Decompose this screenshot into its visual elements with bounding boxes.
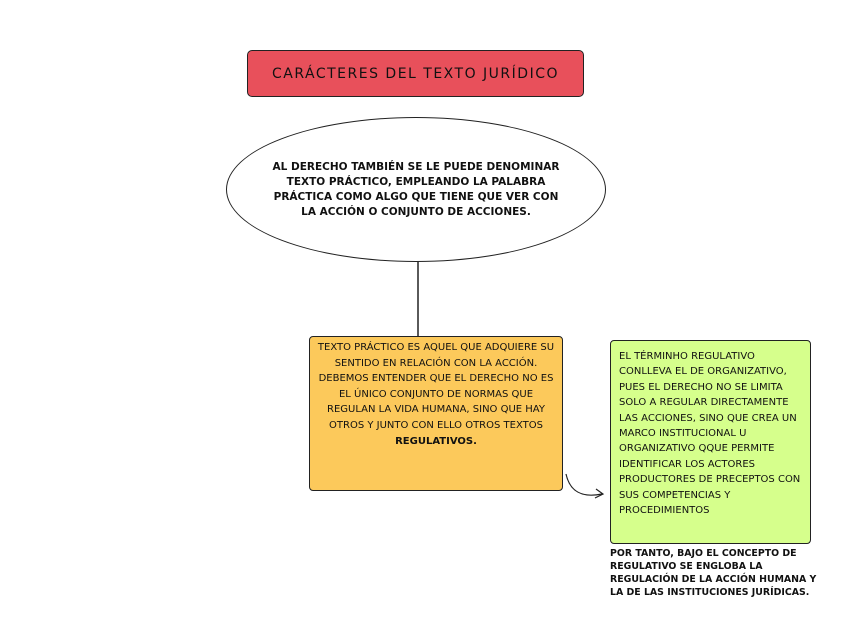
practical-text-line1: TEXTO PRÁCTICO ES AQUEL QUE ADQUIERE SU SENTIDO EN RELACIÓN CON LA ACCIÓN.	[317, 342, 555, 369]
definition-text: AL DERECHO TAMBIÉN SE LE PUEDE DENOMINAR TEXTO PRÁCTICO, EMPLEANDO LA PALABRA PRÁCTICA COMO ALGO QUE TIENE QUE VER CON LA ACCIÓN O CONJUNTO DE ACCIONES.	[272, 160, 560, 218]
practical-text-node	[309, 336, 563, 491]
conclusion-note	[610, 547, 830, 599]
regulative-node	[610, 340, 811, 544]
title-text: CARÁCTERES DEL TEXTO JURÍDICO	[271, 65, 559, 82]
curved-arrow-orange-to-green	[566, 474, 602, 495]
practical-text-line2: DEBEMOS ENTENDER QUE EL DERECHO NO ES EL ÚNICO CONJUNTO DE NORMAS QUE REGULAN LA VIDA HUMANA, SINO QUE HAY OTROS Y JUNTO CON ELLO OTROS TEXTOS	[318, 373, 554, 431]
arrow-head	[595, 489, 603, 498]
definition-ellipse	[226, 117, 606, 262]
practical-text-emphasis: REGULATIVOS.	[395, 435, 477, 447]
title-node	[247, 50, 584, 97]
regulative-text: EL TÉRMINHO REGULATIVO CONLLEVA EL DE ORGANIZATIVO, PUES EL DERECHO NO SE LIMITA SOLO A REGULAR DIRECTAMENTE LAS ACCIONES, SINO QUE CREA UN MARCO INSTITUCIONAL U ORGANIZATIVO QQUE PERMITE IDENTIFICAR LOS ACTORES PRODUCTORES DE PRECEPTOS CON SUS COMPETENCIAS Y PROCEDIMIENTOS	[619, 351, 801, 517]
conclusion-text: POR TANTO, BAJO EL CONCEPTO DE REGULATIVO SE ENGLOBA LA REGULACIÓN DE LA ACCIÓN HUMANA Y LA DE LAS INSTITUCIONES JURÍDICAS.	[610, 548, 817, 598]
